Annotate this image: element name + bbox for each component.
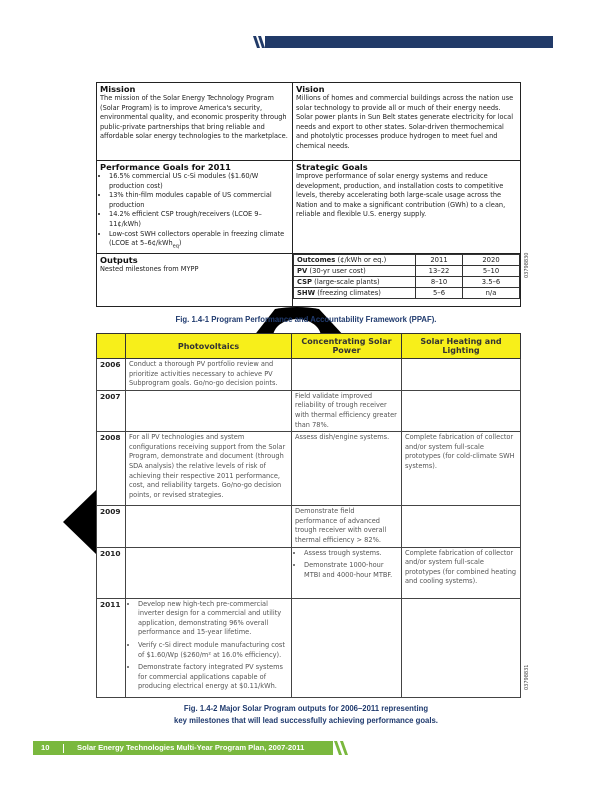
milestones-header-row xyxy=(97,334,521,359)
outcome-desc: (freezing climates) xyxy=(317,289,381,298)
outcome-label-cell xyxy=(294,266,416,277)
milestone-text: Demonstrate field performance of advanced trough receiver with overall thermal efficiency > 82%. xyxy=(295,507,387,544)
goal-item: • 13% thin-film modules capable of US commercial production xyxy=(109,191,289,210)
outcome-2020: 5–10 xyxy=(463,266,520,277)
csp-cell xyxy=(292,506,402,547)
outcomes-row xyxy=(294,288,520,299)
milestone-row-2007 xyxy=(97,390,521,431)
year-cell: 2010 xyxy=(97,547,126,598)
goal-item: • 14.2% efficient CSP trough/receivers (LCOE 9–11¢/kWh) xyxy=(109,210,289,229)
pv-cell xyxy=(126,547,292,598)
vision-cell xyxy=(293,83,521,161)
csp-cell xyxy=(292,432,402,506)
milestone-item: • Verify c-Si direct module manufacturing cost of $1.60/Wp ($260/m² at 16.0% efficiency). xyxy=(138,641,288,660)
outcomes-header-row xyxy=(294,255,520,266)
outcomes-row xyxy=(294,266,520,277)
vision-text: Millions of homes and commercial buildings across the nation use solar technology to provide all or much of their energy needs. Solar power plants in Sun Belt states generate electricity for local needs and export to other states. Solar-driven thermochemical and photolytic processes produce hydrogen to meet fuel and chemical needs. xyxy=(296,94,514,150)
performance-goals-list xyxy=(100,172,289,252)
milestone-item: • Demonstrate factory integrated PV systems for commercial applications capable of producing electrical energy at $0.11/kWh. xyxy=(138,663,288,692)
shl-cell xyxy=(402,598,521,697)
header-csp: Concentrating Solar Power xyxy=(292,334,402,359)
milestone-list xyxy=(129,600,288,692)
header-bar xyxy=(265,36,553,48)
strategic-goals-title: Strategic Goals xyxy=(296,162,368,172)
pv-cell xyxy=(126,598,292,697)
outcome-2011: 13–22 xyxy=(416,266,463,277)
footer-divider xyxy=(63,744,64,753)
outcome-label: PV xyxy=(297,267,308,276)
outcome-2011: 5–6 xyxy=(416,288,463,299)
page-number: 10 xyxy=(41,743,50,752)
goal-subscript: eq xyxy=(172,243,179,250)
outcome-label-cell xyxy=(294,288,416,299)
csp-cell xyxy=(292,598,402,697)
pv-cell xyxy=(126,506,292,547)
milestone-text: Assess dish/engine systems. xyxy=(295,433,390,442)
performance-goals-title: Performance Goals for 2011 xyxy=(100,162,231,172)
outcome-2020: n/a xyxy=(463,288,520,299)
shl-cell xyxy=(402,506,521,547)
goal-item-text: Low-cost SWH collectors operable in freezing climate (LCOE at 5–6¢/kWh xyxy=(109,229,285,248)
outcomes-label: Outcomes xyxy=(297,256,336,265)
outcome-2011: 8–10 xyxy=(416,277,463,288)
outcomes-row xyxy=(294,277,520,288)
outcome-label-cell xyxy=(294,277,416,288)
year-cell: 2009 xyxy=(97,506,126,547)
performance-goals-cell xyxy=(97,161,293,254)
milestone-row-2006 xyxy=(97,359,521,391)
figure-id-2: 03798831 xyxy=(524,664,530,690)
shl-cell xyxy=(402,390,521,431)
vision-title: Vision xyxy=(296,84,325,94)
outcome-label: SHW xyxy=(297,289,316,298)
year-cell: 2007 xyxy=(97,390,126,431)
milestone-text: Complete fabrication of collector and/or system full-scale prototypes (for combined heating and cooling systems). xyxy=(405,548,517,586)
outputs-title: Outputs xyxy=(100,255,138,266)
milestone-text: Field validate improved reliability of trough receiver with thermal efficiency greater than 78%. xyxy=(295,391,397,429)
figure-caption-2 xyxy=(31,702,582,726)
strategic-goals-cell xyxy=(293,161,521,254)
pv-cell xyxy=(126,432,292,506)
csp-cell xyxy=(292,359,402,391)
milestone-row-2010 xyxy=(97,547,521,598)
shl-cell xyxy=(402,432,521,506)
milestone-row-2008 xyxy=(97,432,521,506)
strategic-goals-text: Improve performance of solar energy systems and reduce development, production, and installation costs to competitive levels, thereby accelerating both large-scale usage across the Nation and to make a significant contribution (GWh) to a clean, reliable and flexible U.S. energy supply. xyxy=(296,172,506,219)
outputs-cell xyxy=(97,254,293,307)
outputs-text: Nested milestones from MYPP xyxy=(100,265,199,274)
decorative-triangle-icon xyxy=(60,490,100,556)
caption-2-line-2: key milestones that will lead successfully achieving performance goals. xyxy=(174,715,438,725)
milestones-table xyxy=(96,333,521,698)
milestone-text: For all PV technologies and system configurations receiving support from the Solar Program, demonstrate and document (through SDA analysis) the relative levels of risk of achieving their respective 2011 performance, cost, and reliability targets. Go/no-go decision points, or revised strategies. xyxy=(129,433,286,499)
milestone-list xyxy=(295,549,398,581)
pv-cell xyxy=(126,359,292,391)
header-shl: Solar Heating and Lighting xyxy=(402,334,521,359)
outcomes-col-2011: 2011 xyxy=(416,255,463,266)
outcome-desc: (large-scale plants) xyxy=(314,278,380,287)
milestone-text: Conduct a thorough PV portfolio review and prioritize activities necessary to achieve PV Subprogram goals. Go/no-go decision points. xyxy=(129,360,278,388)
mission-cell xyxy=(97,83,293,161)
shl-cell xyxy=(402,547,521,598)
outcomes-label-cell xyxy=(294,255,416,266)
year-cell: 2008 xyxy=(97,432,126,506)
year-cell: 2011 xyxy=(97,598,126,697)
milestone-row-2011 xyxy=(97,598,521,697)
footer-title: Solar Energy Technologies Multi-Year Program Plan, 2007-2011 xyxy=(77,743,305,752)
outcome-label: CSP xyxy=(297,278,312,287)
goal-item: • 16.5% commercial US c-Si modules ($1.60/W production cost) xyxy=(109,172,289,191)
mission-text: The mission of the Solar Energy Technology Program (Solar Program) is to improve America's security, environmental quality, and economic prosperity through public-private partnerships that bring reliable and affordable solar energy technologies to the marketplace. xyxy=(100,94,288,141)
year-cell: 2006 xyxy=(97,359,126,391)
milestone-text: Complete fabrication of collector and/or system full-scale prototypes (for cold-climate SWH systems). xyxy=(405,433,515,470)
figure-id-1: 03798830 xyxy=(524,252,530,278)
goal-item xyxy=(109,230,289,253)
milestones-body xyxy=(97,359,521,698)
ppaf-table xyxy=(96,82,521,307)
milestone-item: • Develop new high-tech pre-commercial inverter design for a commercial and utility application, demonstrating 96% overall performance and 15-year lifetime. xyxy=(138,600,288,638)
year-header xyxy=(97,334,126,359)
csp-cell xyxy=(292,390,402,431)
goal-suffix: ) xyxy=(178,239,182,248)
outcomes-unit: (¢/kWh or eq.) xyxy=(337,256,387,265)
mission-title: Mission xyxy=(100,84,136,94)
outcome-2020: 3.5–6 xyxy=(463,277,520,288)
milestone-item: • Assess trough systems. xyxy=(304,549,398,559)
csp-cell xyxy=(292,547,402,598)
shl-cell xyxy=(402,359,521,391)
figure-caption-1: Fig. 1.4-1 Program Performance and Accountability Framework (PPAF). xyxy=(175,314,437,324)
milestone-item: • Demonstrate 1000-hour MTBI and 4000-hour MTBF. xyxy=(304,561,398,580)
header-photovoltaics: Photovoltaics xyxy=(126,334,292,359)
footer-stripes-icon xyxy=(333,741,351,755)
outcomes-cell xyxy=(293,254,521,307)
outcomes-table xyxy=(293,254,520,299)
footer-bar xyxy=(33,741,333,755)
outcome-desc: (30-yr user cost) xyxy=(309,267,366,276)
outcomes-col-2020: 2020 xyxy=(463,255,520,266)
milestone-row-2009 xyxy=(97,506,521,547)
caption-2-line-1: Fig. 1.4-2 Major Solar Program outputs for 2006–2011 representing xyxy=(183,703,429,713)
pv-cell xyxy=(126,390,292,431)
